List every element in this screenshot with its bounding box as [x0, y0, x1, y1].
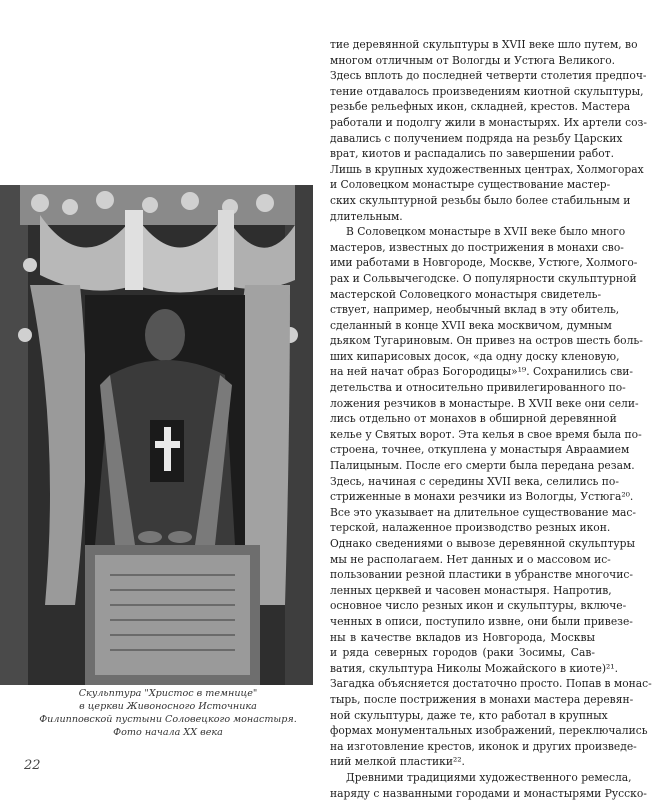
body-line: ими работами в Новгороде, Москве, Устюге, Холмого-: [330, 255, 595, 271]
body-line: Однако сведениями о вывозе деревянной скульптуры: [330, 536, 595, 552]
body-line: на изготовление крестов, иконок и других произведе-: [330, 739, 595, 755]
body-line: ченных в описи, поступило извне, они были привезе-: [330, 614, 595, 630]
body-line: рах и Сольвычегодске. О популярности скульптурной: [330, 271, 595, 287]
body-line: работали и подолгу жили в монастырях. Их артели соз-: [330, 115, 595, 131]
body-line: ны в качестве вкладов из Новгорода, Москвы: [330, 630, 595, 646]
body-line: длительным.: [330, 209, 595, 225]
body-line: пользовании резной пластики в убранстве многочис-: [330, 567, 595, 583]
body-line: давались с получением подряда на резьбу Царских: [330, 131, 595, 147]
body-line: келье у Святых ворот. Эта келья в свое время была по-: [330, 427, 595, 443]
caption-line: Скульптура "Христос в темнице": [18, 687, 318, 700]
body-line: наряду с названными городами и монастырями Русско-: [330, 786, 595, 801]
body-line: терской, налаженное производство резных икон.: [330, 520, 595, 536]
body-line: стриженные в монахи резчики из Вологды, Устюга²⁰.: [330, 489, 595, 505]
body-line: резьбе рельефных икон, складней, крестов. Мастера: [330, 99, 595, 115]
body-line: ложения резчиков в монастыре. В XVII веке они сели-: [330, 396, 595, 412]
body-line: многом отличным от Вологды и Устюга Великого.: [330, 53, 595, 69]
body-line: ной скульптуры, даже те, кто работал в крупных: [330, 708, 595, 724]
body-line: ших кипарисовых досок, «да одну доску кленовую,: [330, 349, 595, 365]
body-text: [330, 37, 595, 801]
body-line: ских скульптурной резьбы было более стабильным и: [330, 193, 595, 209]
body-line: ленных церквей и часовен монастыря. Напротив,: [330, 583, 595, 599]
body-line: Здесь, начиная с середины XVII века, селились по-: [330, 474, 595, 490]
page-number: 22: [24, 758, 41, 773]
body-line: основное число резных икон и скульптуры, включе-: [330, 598, 595, 614]
body-line: Загадка объясняется достаточно просто. Попав в монас-: [330, 676, 595, 692]
body-line: тырь, после пострижения в монахи мастера деревян-: [330, 692, 595, 708]
body-line: врат, киотов и распадались по завершении работ.: [330, 146, 595, 162]
body-line: дьяком Тугариновым. Он привез на остров шесть боль-: [330, 333, 595, 349]
body-line: и Соловецком монастыре существование мастер-: [330, 177, 595, 193]
body-line: и ряда северных городов (раки Зосимы, Сав-: [330, 645, 595, 661]
body-line: Лишь в крупных художественных центрах, Холмогорах: [330, 162, 595, 178]
body-line: мы не располагаем. Нет данных и о массовом ис-: [330, 552, 595, 568]
body-line: В Соловецком монастыре в XVII веке было много: [330, 224, 595, 240]
body-line: мастеров, известных до пострижения в монахи сво-: [330, 240, 595, 256]
body-line: Древними традициями художественного ремесла,: [330, 770, 595, 786]
body-line: сделанный в конце XVII века москвичом, думным: [330, 318, 595, 334]
body-line: Здесь вплоть до последней четверти столетия предпоч-: [330, 68, 595, 84]
body-line: Палицыным. После его смерти была передана резам.: [330, 458, 595, 474]
body-line: тие деревянной скульптуры в XVII веке шло путем, во: [330, 37, 595, 53]
body-line: тение отдавалось произведениям киотной скульптуры,: [330, 84, 595, 100]
body-line: ний мелкой пластики²².: [330, 754, 595, 770]
body-line: строена, точнее, откуплена у монастыря Авраамием: [330, 442, 595, 458]
body-line: ствует, например, необычный вклад в эту обитель,: [330, 302, 595, 318]
photo-illustration: [0, 185, 313, 685]
body-line: Все это указывает на длительное существование мас-: [330, 505, 595, 521]
body-line: лись отдельно от монахов в обширной деревянной: [330, 411, 595, 427]
body-line: детельства и относительно привилегированного по-: [330, 380, 595, 396]
body-line: на ней начат образ Богородицы»¹⁹. Сохранились сви-: [330, 364, 595, 380]
body-line: формах монументальных изображений, переключались: [330, 723, 595, 739]
caption-line: в церкви Живоносного Источника: [18, 700, 318, 713]
photo-caption: [18, 687, 318, 739]
body-line: мастерской Соловецкого монастыря свидетель-: [330, 287, 595, 303]
caption-line: Филипповской пустыни Соловецкого монастыря.: [18, 713, 318, 726]
caption-line: Фото начала XX века: [18, 726, 318, 739]
body-line: ватия, скульптура Николы Можайского в киоте)²¹.: [330, 661, 595, 677]
photo-christ-in-prison: [0, 185, 313, 685]
